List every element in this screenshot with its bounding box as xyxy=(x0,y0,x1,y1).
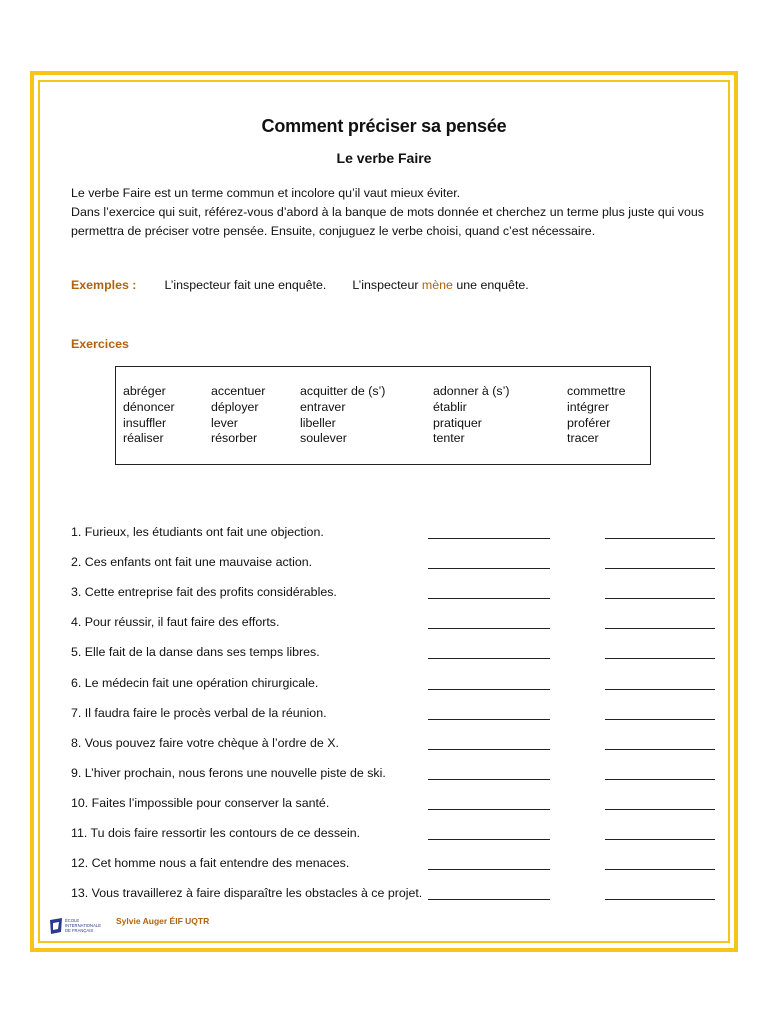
word-bank-item: pratiquer xyxy=(433,416,482,430)
answer-blank-conjugated[interactable] xyxy=(605,779,715,780)
logo-text-2: INTERNATIONALE xyxy=(65,923,101,928)
answer-blank-verb[interactable] xyxy=(428,658,550,659)
logo-text-1: ÉCOLE xyxy=(65,918,80,923)
answer-blank-verb[interactable] xyxy=(428,749,550,750)
word-bank-item: intégrer xyxy=(567,400,610,414)
exercise-question: 2. Ces enfants ont fait une mauvaise action. xyxy=(71,555,313,570)
answer-blank-verb[interactable] xyxy=(428,899,550,900)
word-bank-item: adonner à (s’) xyxy=(433,384,510,398)
answer-blank-verb[interactable] xyxy=(428,598,550,599)
exercise-question: 10. Faites l’impossible pour conserver la santé. xyxy=(71,795,330,810)
answer-blank-conjugated[interactable] xyxy=(605,628,715,629)
answer-blank-verb[interactable] xyxy=(428,628,550,629)
exercise-question: 6. Le médecin fait une opération chirurgicale. xyxy=(71,675,319,690)
exercise-question: 9. L’hiver prochain, nous ferons une nouvelle piste de ski. xyxy=(71,765,386,780)
word-bank-item: proférer xyxy=(567,416,611,430)
answer-blank-verb[interactable] xyxy=(428,839,550,840)
example-sentence-1: L’inspecteur fait une enquête. xyxy=(164,278,327,292)
example-sentence-2-end: une enquête. xyxy=(456,278,529,292)
answer-blank-conjugated[interactable] xyxy=(605,749,715,750)
answer-blank-conjugated[interactable] xyxy=(605,598,715,599)
example-highlight-word: mène xyxy=(421,278,453,292)
word-bank-item: établir xyxy=(433,400,467,414)
word-bank-item: résorber xyxy=(211,431,258,445)
examples-line xyxy=(71,278,529,292)
word-bank-item: tracer xyxy=(567,431,599,445)
intro-line: Dans l’exercice qui suit, référez-vous d’abord à la banque de mots donnée et cherchez un terme plus juste qui vous xyxy=(71,205,704,219)
logo-text-3: DE FRANÇAIS xyxy=(65,928,94,933)
answer-blank-verb[interactable] xyxy=(428,809,550,810)
intro-line: permettra de préciser votre pensée. Ensuite, conjuguez le verbe choisi, quand c’est nécessaire. xyxy=(71,224,596,238)
answer-blank-conjugated[interactable] xyxy=(605,719,715,720)
exercise-question: 7. Il faudra faire le procès verbal de la réunion. xyxy=(71,705,327,720)
page-subtitle: Le verbe Faire xyxy=(336,150,432,166)
answer-blank-conjugated[interactable] xyxy=(605,568,715,569)
word-bank-item: commettre xyxy=(567,384,626,398)
answer-blank-verb[interactable] xyxy=(428,568,550,569)
intro-paragraph xyxy=(71,184,751,241)
word-bank-item: accentuer xyxy=(211,384,266,398)
answer-blank-conjugated[interactable] xyxy=(605,899,715,900)
word-bank-item: réaliser xyxy=(123,431,164,445)
exercise-question: 8. Vous pouvez faire votre chèque à l’ordre de X. xyxy=(71,735,339,750)
word-bank-item: lever xyxy=(211,416,238,430)
answer-blank-conjugated[interactable] xyxy=(605,869,715,870)
answer-blank-verb[interactable] xyxy=(428,689,550,690)
exercise-question: 4. Pour réussir, il faut faire des efforts. xyxy=(71,615,280,630)
exercise-question: 5. Elle fait de la danse dans ses temps libres. xyxy=(71,645,320,660)
exercise-question: 12. Cet homme nous a fait entendre des menaces. xyxy=(71,856,350,871)
exercises-heading: Exercices xyxy=(71,337,129,351)
word-bank-item: dénoncer xyxy=(123,400,175,414)
word-bank-item: insuffler xyxy=(123,416,167,430)
word-bank-item: acquitter de (s’) xyxy=(300,384,386,398)
page-title: Comment préciser sa pensée xyxy=(261,116,507,136)
school-logo xyxy=(48,914,104,940)
example-sentence-2-start: L’inspecteur xyxy=(352,278,419,292)
answer-blank-verb[interactable] xyxy=(428,538,550,539)
intro-line: Le verbe Faire est un terme commun et incolore qu’il vaut mieux éviter. xyxy=(71,186,461,200)
word-bank-item: libeller xyxy=(300,416,336,430)
exercise-question: 13. Vous travaillerez à faire disparaître les obstacles à ce projet. xyxy=(71,886,423,901)
exercise-question: 3. Cette entreprise fait des profits considérables. xyxy=(71,585,337,600)
word-bank-item: entraver xyxy=(300,400,346,414)
answer-blank-conjugated[interactable] xyxy=(605,538,715,539)
examples-label: Exemples : xyxy=(71,278,137,292)
answer-blank-conjugated[interactable] xyxy=(605,839,715,840)
answer-blank-conjugated[interactable] xyxy=(605,658,715,659)
answer-blank-conjugated[interactable] xyxy=(605,809,715,810)
footer-author: Sylvie Auger ÉIF UQTR xyxy=(116,916,210,926)
word-bank-item: abréger xyxy=(123,384,166,398)
answer-blank-verb[interactable] xyxy=(428,719,550,720)
answer-blank-verb[interactable] xyxy=(428,869,550,870)
answer-blank-verb[interactable] xyxy=(428,779,550,780)
exercise-question: 11. Tu dois faire ressortir les contours de ce dessein. xyxy=(71,826,361,840)
word-bank-item: déployer xyxy=(211,400,259,414)
exercise-question: 1. Furieux, les étudiants ont fait une objection. xyxy=(71,525,324,539)
word-bank-item: soulever xyxy=(300,431,347,445)
answer-blank-conjugated[interactable] xyxy=(605,689,715,690)
word-bank-item: tenter xyxy=(433,431,465,445)
